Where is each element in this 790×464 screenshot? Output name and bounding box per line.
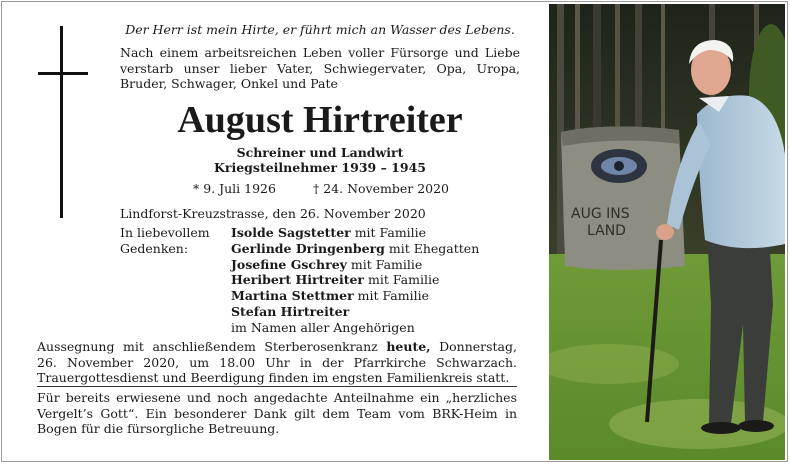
deceased-name: August Hirtreiter	[177, 99, 463, 141]
mourner-row: Josefine Gschrey mit Familie	[231, 256, 423, 272]
mourner-row: Stefan Hirtreiter	[231, 303, 350, 319]
intro-text: Nach einem arbeitsreichen Leben voller Fürsorge und Liebe verstarb unser lieber Vater, Schwiegervater, Opa, Uropa, Bruder, Schwager, Onkel und Pate	[120, 45, 520, 91]
stone-text-line2: LAND	[587, 223, 626, 239]
funeral-announcement: Aussegnung mit anschließendem Sterberosenkranz heute, Donnerstag, 26. November 2020, um 18.00 Uhr in der Pfarrkirche Schwarzach. Trauergottesdienst und Beerdigung finden im engsten Familienkreis statt.	[37, 339, 517, 385]
portrait-photo	[549, 4, 785, 460]
cross-horizontal-bar	[38, 72, 88, 75]
cross-vertical-bar	[60, 26, 63, 218]
bible-motto: Der Herr ist mein Hirte, er führt mich an Wasser des Lebens.	[125, 22, 515, 37]
photo-illustration	[549, 4, 785, 460]
mourners-list	[231, 225, 479, 336]
death-date: † 24. November 2020	[313, 181, 450, 196]
mourner-row: Isolde Sagstetter mit Familie	[231, 225, 427, 240]
veteran-note: Kriegsteilnehmer 1939 – 1945	[214, 160, 426, 175]
occupation: Schreiner und Landwirt	[236, 145, 404, 160]
thanks-text: Für bereits erwiesene und noch angedachte Anteilnahme ein „herzliches Vergelt’s Gott“. Ein besonderer Dank gilt dem Team vom BRK-Heim in Bogen für die fürsorgliche Betreuung.	[37, 390, 517, 436]
divider-line	[37, 386, 517, 387]
mourning-label: In liebevollem Gedenken:	[120, 225, 210, 256]
mourner-row: Martina Stettmer mit Familie	[231, 288, 429, 304]
place-and-date: Lindforst-Kreuzstrasse, den 26. November 2020	[120, 206, 426, 221]
mourner-row: Heribert Hirtreiter mit Familie	[231, 272, 440, 288]
mourner-row: im Namen aller Angehörigen	[231, 319, 415, 335]
birth-date: * 9. Juli 1926	[193, 181, 276, 196]
mourner-row: Gerlinde Dringenberg mit Ehegatten	[231, 240, 480, 256]
stone-text-line1: AUG INS	[571, 206, 630, 222]
